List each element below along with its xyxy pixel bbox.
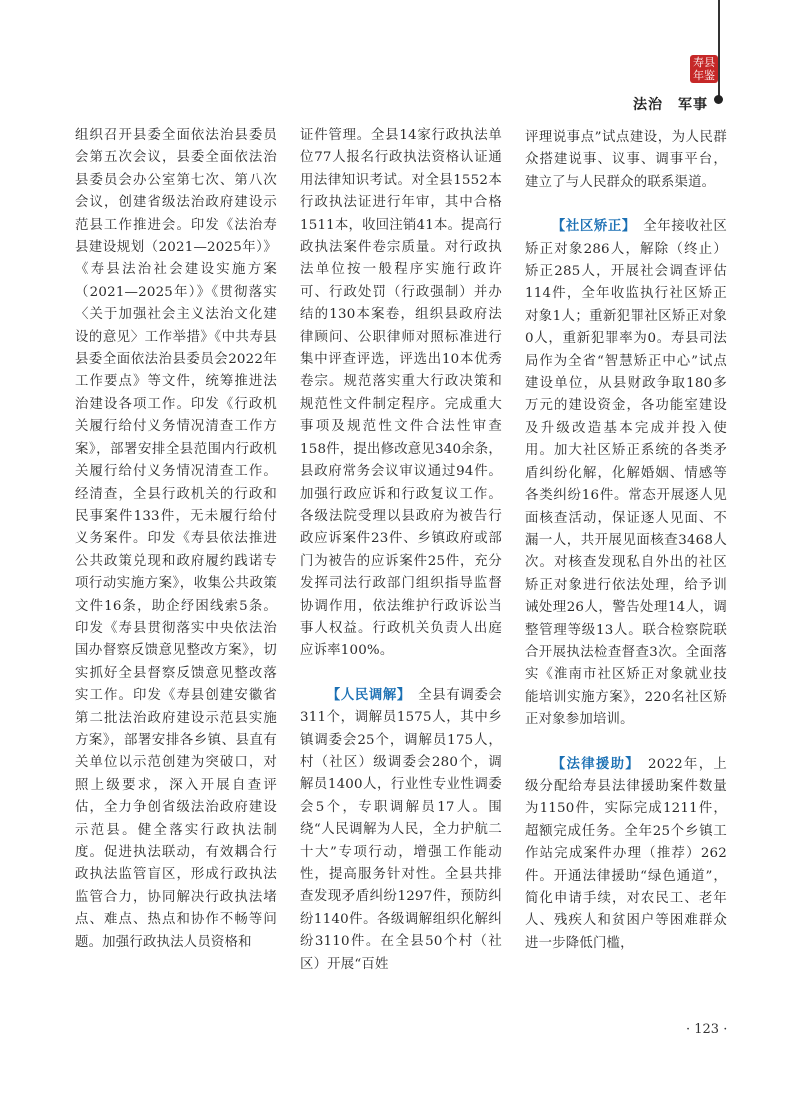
text-column-1 bbox=[75, 125, 277, 1025]
paragraph-community-correction bbox=[525, 216, 727, 731]
section-tag: 【法律援助】 bbox=[551, 756, 634, 772]
paragraph: 评理说事点”试点建设，为人民群众搭建说事、议事、调事平台，建立了与人民群众的联系渠道。 bbox=[525, 130, 727, 190]
header-rule bbox=[718, 0, 720, 98]
text-column-3 bbox=[525, 127, 727, 1027]
section-tag: 【社区矫正】 bbox=[551, 219, 630, 235]
paragraph-body: 全年接收社区矫正对象286人，解除（终止）矫正285人，开展社会调查评估114件，全年收监执行社区矫正对象1人；重新犯罪社区矫正对象0人，重新犯罪率为0。寿县司法局作为全省“智慧矫正中心”试点建设单位，从县财政争取180多万元的建设资金，各功能室建设及升级改造基本完成并投入使用。加大社区矫正系统的各类矛盾纠纷化解，化解婚姻、情感等各类纠纷16件。常态开展逐人见面核查活动，保证逐人见面、不漏一人，共开展见面核查3468人次。对核查发现私自外出的社区矫正对象进行依法处理，给予训诫处理26人，警告处理14人，调整管理等级13人。联合检察院联合开展执法检查督查3次。全面落实《淮南市社区矫正对象就业技能培训实施方案》，220名社区矫正对象参加培训。 bbox=[525, 219, 727, 728]
text-column-2 bbox=[300, 125, 502, 1025]
paragraph-body: 2022年，上级分配给寿县法律援助案件数量为1150件，实际完成1211件，超额完成任务。全年25个乡镇工作站完成案件办理（推荐）262件。开通法律援助“绿色通道”，简化申请手续，对农民工、老年人、残疾人和贫困户等困难群众进一步降低门槛， bbox=[525, 756, 727, 951]
paragraph-legal-aid bbox=[525, 754, 727, 956]
page-number: · 123 · bbox=[686, 1022, 728, 1037]
paragraph: 证件管理。全县14家行政执法单位77人报名行政执法资格认证通用法律知识考试。对全县1552本行政执法证进行年审，其中合格1511本，收回注销41本。提高行政执法案件卷宗质量。对行政执法单位按一般程序实施行政许可、行政处罚（行政强制）并办结的130本案卷，组织县政府法律顾问、公职律师对照标准进行集中评查评选，评选出10本优秀卷宗。规范落实重大行政决策和规范性文件制定程序。完成重大事项及规范性文件合法性审查158件，提出修改意见340余条，县政府常务会议审议通过94件。加强行政应诉和行政复议工作。各级法院受理以县政府为被告行政应诉案件23件、乡镇政府或部门为被告的应诉案件25件，充分发挥司法行政部门组织指导监督协调作用，依法维护行政诉讼当事人权益。行政机关负责人出庭应诉率100%。 bbox=[300, 128, 502, 659]
section-title: 法治 军事 bbox=[633, 97, 708, 113]
paragraph-body: 全县有调委会311个，调解员1575人，其中乡镇调委会25个，调解员175人，村（社区）级调委会280个，调解员1400人，行业性专业性调委会5个，专职调解员17人。围绕“人民调解为人民，全力护航二十大”专项行动，增强工作能动性，提高服务针对性。全县共排查发现矛盾纠纷1297件，预防纠纷1140件。各级调解组织化解纠纷3110件。在全县50个村（社区）开展“百姓 bbox=[300, 687, 502, 972]
header-dot bbox=[714, 95, 723, 104]
paragraph: 组织召开县委全面依法治县委员会第五次会议，县委全面依法治县委员会办公室第七次、第八次会议，创建省级法治政府建设示范县工作推进会。印发《法治寿县建设规划（2021—2025年）》《寿县法治社会建设实施方案（2021—2025年）》《贯彻落实〈关于加强社会主义法治文化建设的意见〉工作举措》《中共寿县县委全面依法治县委员会2022年工作要点》等文件，统筹推进法治建设各项工作。印发《行政机关履行给付义务情况清查工作方案》，部署安排全县范围内行政机关履行给付义务情况清查工作。经清查，全县行政机关的行政和民事案件133件，无未履行给付义务案件。印发《寿县依法推进公共政策兑现和政府履约践诺专项行动实施方案》，收集公共政策文件16条，助企纾困线索5条。印发《寿县贯彻落实中央依法治国办督察反馈意见整改方案》，切实抓好全县督察反馈意见整改落实工作。印发《寿县创建安徽省第二批法治政府建设示范县实施方案》，部署安排各乡镇、县直有关单位以示范创建为突破口，对照上级要求，深入开展自查评估，全力争创省级法治政府建设示范县。健全落实行政执法制度。促进执法联动，有效耦合行政执法监管盲区，形成行政执法监管合力，协同解决行政执法堵点、难点、热点和协作不畅等问题。加强行政执法人员资格和 bbox=[75, 128, 277, 950]
yearbook-seal-logo: 寿县 年鉴 bbox=[690, 55, 718, 83]
section-tag: 【人民调解】 bbox=[326, 687, 405, 703]
paragraph-people-mediation bbox=[300, 685, 502, 976]
